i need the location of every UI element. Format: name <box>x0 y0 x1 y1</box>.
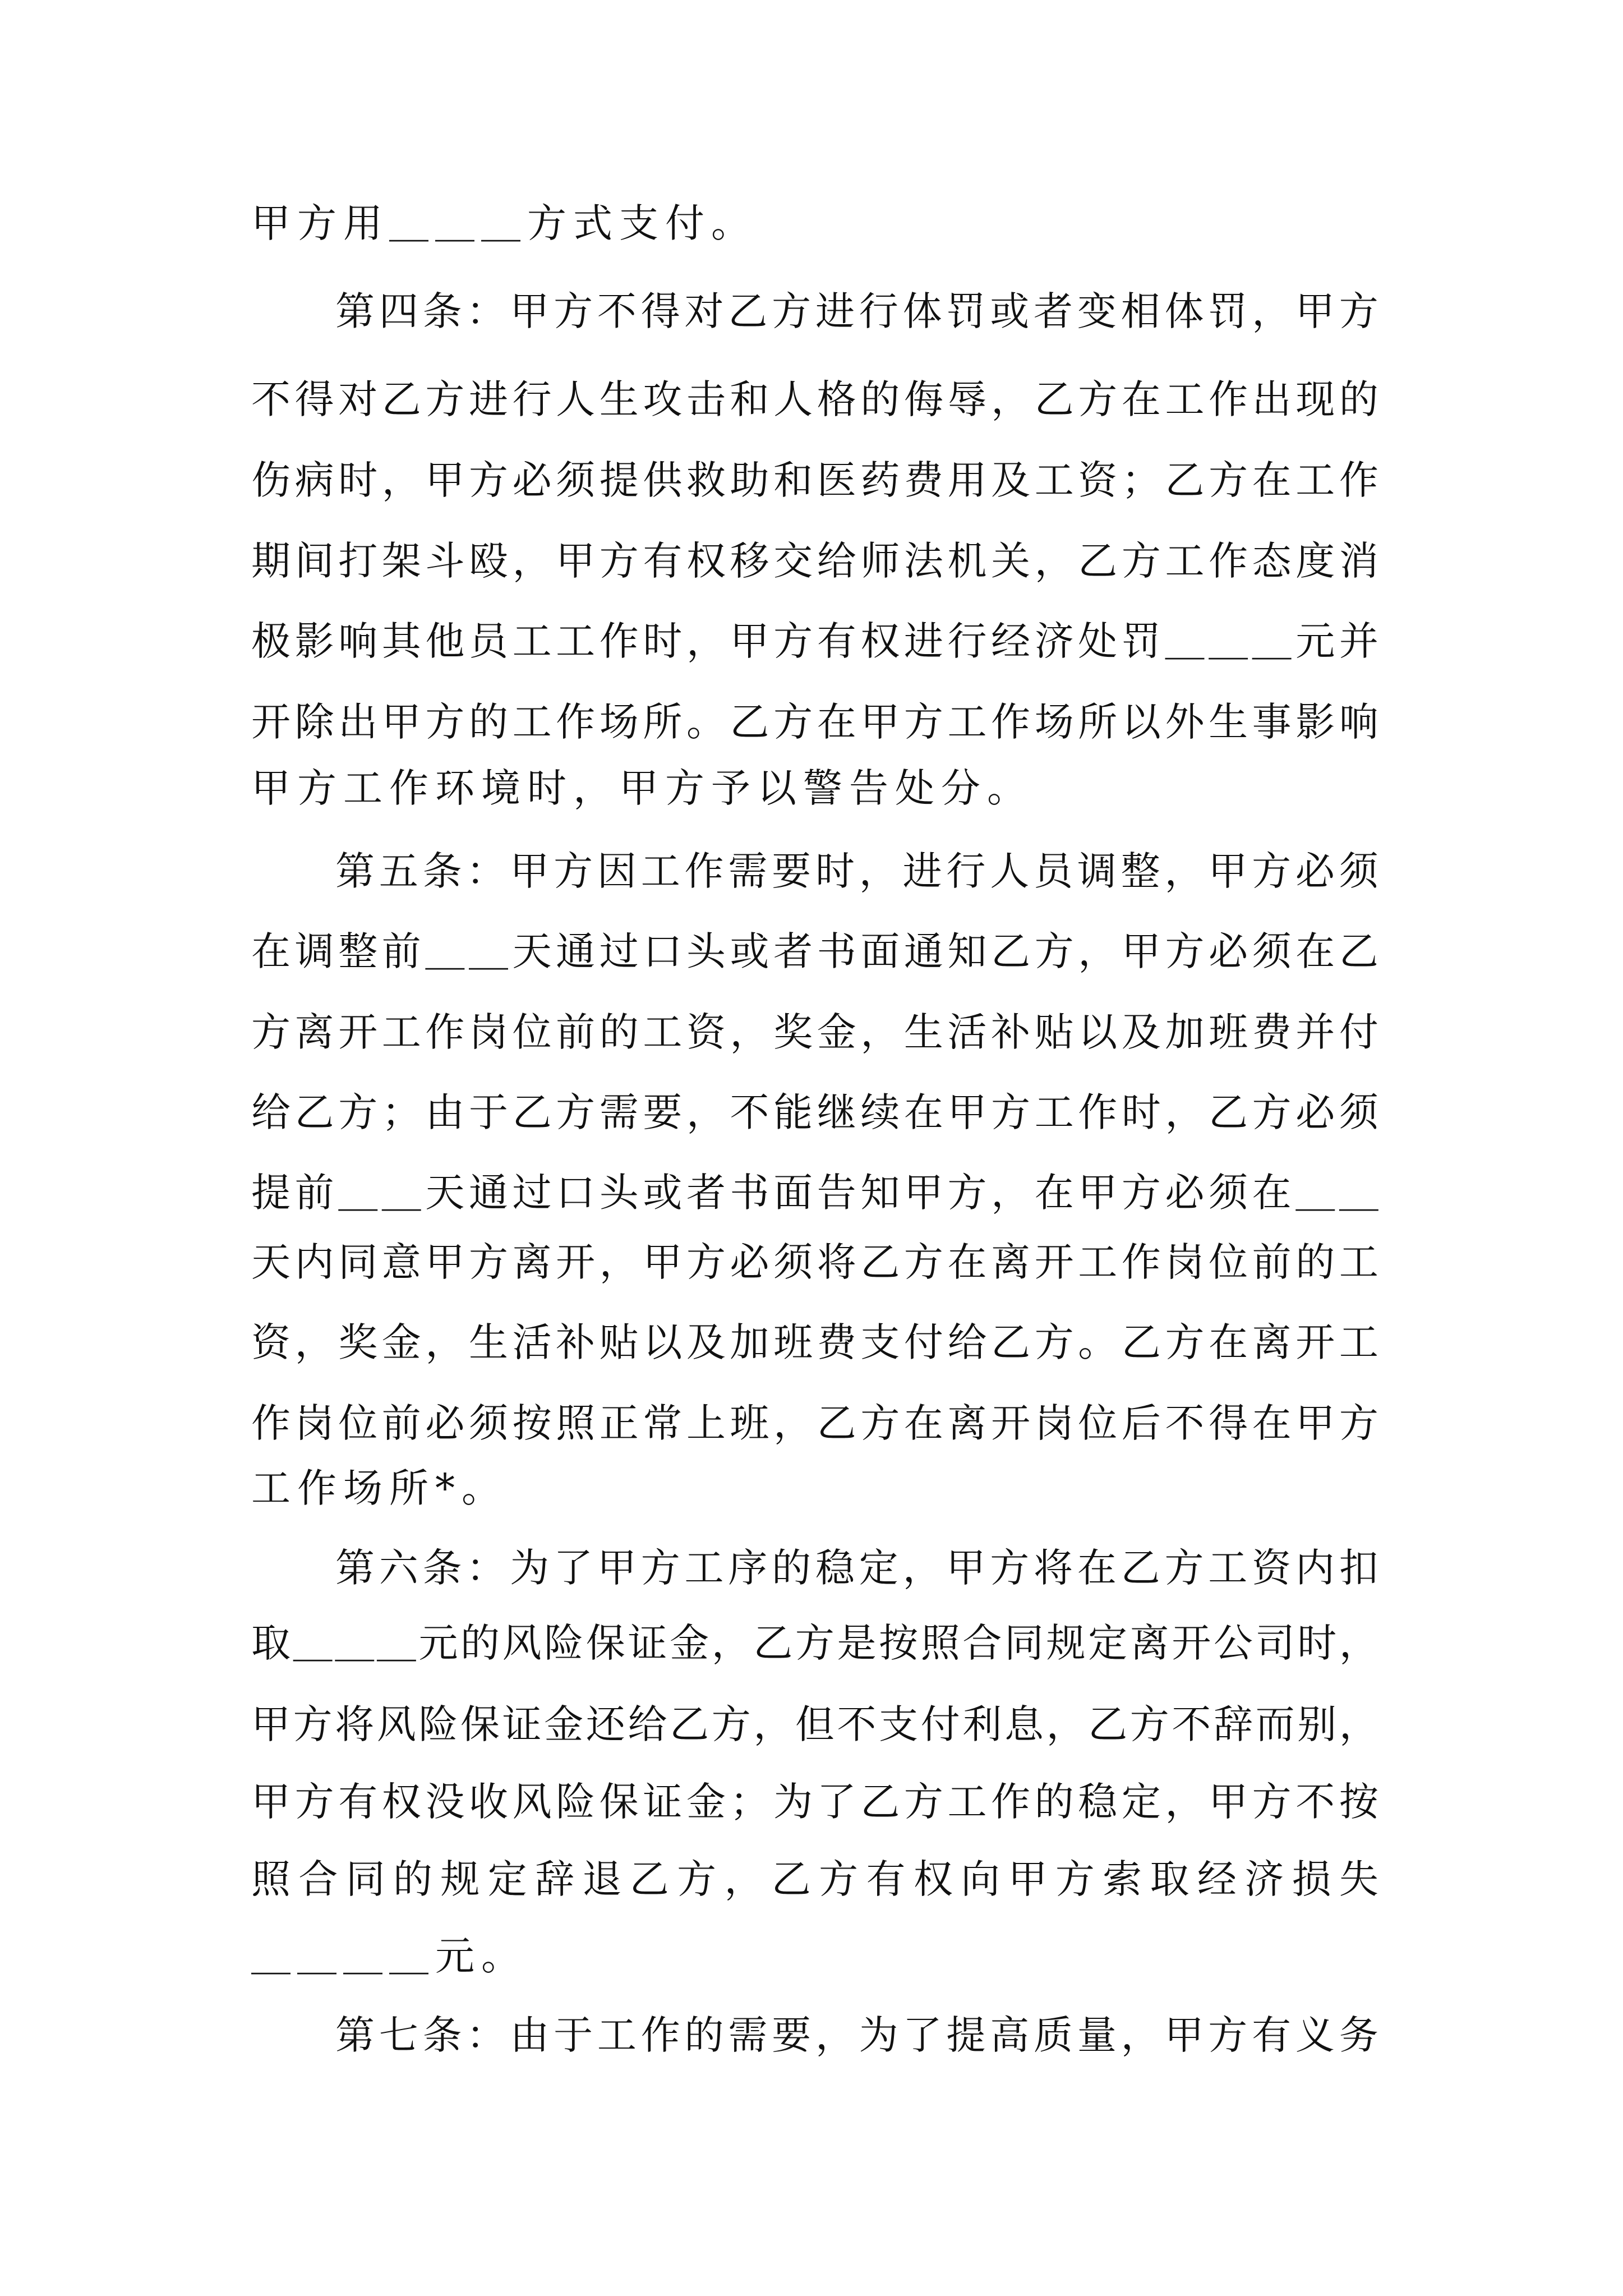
text-line-8: 甲方工作环境时，甲方予以警告处分。 <box>251 765 1033 811</box>
text-line-7: 开 除 出 甲 方 的 工 作 场 所 。 乙 方 在 甲 方 工 作 场 所 以 外 生 事 影 响 <box>251 699 1378 745</box>
text-line-11: 方 离 开 工 作 岗 位 前 的 工 资 ， 奖 金 ， 生 活 补 贴 以 及 加 班 费 并 付 <box>251 1009 1378 1055</box>
text-line-14: 天 内 同 意 甲 方 离 开 ， 甲 方 必 须 将 乙 方 在 离 开 工 作 岗 位 前 的 工 <box>251 1239 1378 1285</box>
text-line-20: 甲 方 将 风 险 保 证 金 还 给 乙 方 ， 但 不 支 付 利 息 ， 乙 方 不 辞 而 别 ， <box>251 1701 1378 1747</box>
text-line-16: 作 岗 位 前 必 须 按 照 正 常 上 班 ， 乙 方 在 离 开 岗 位 后 不 得 在 甲 方 <box>251 1400 1378 1446</box>
text-line-6: 极 影 响 其 他 员 工 工 作 时 ， 甲 方 有 权 进 行 经 济 处 罚 ＿ ＿ ＿ 元 并 <box>251 618 1378 664</box>
text-line-5: 期 间 打 架 斗 殴 ， 甲 方 有 权 移 交 给 师 法 机 关 ， 乙 方 工 作 态 度 消 <box>251 538 1378 584</box>
text-line-4: 伤 病 时 ， 甲 方 必 须 提 供 救 助 和 医 药 费 用 及 工 资 ； 乙 方 在 工 作 <box>251 457 1378 503</box>
text-line-19: 取 ＿ ＿ ＿ 元 的 风 险 保 证 金 ， 乙 方 是 按 照 合 同 规 定 离 开 公 司 时 ， <box>251 1620 1378 1666</box>
text-line-10: 在 调 整 前 ＿ ＿ 天 通 过 口 头 或 者 书 面 通 知 乙 方 ， 甲 方 必 须 在 乙 <box>251 928 1378 974</box>
text-line-22: 照 合 同 的 规 定 辞 退 乙 方 ， 乙 方 有 权 向 甲 方 索 取 经 济 损 失 <box>251 1856 1378 1902</box>
text-line-3: 不 得 对 乙 方 进 行 人 生 攻 击 和 人 格 的 侮 辱 ， 乙 方 在 工 作 出 现 的 <box>251 376 1378 422</box>
text-line-21: 甲 方 有 权 没 收 风 险 保 证 金 ； 为 了 乙 方 工 作 的 稳 定 ， 甲 方 不 按 <box>251 1779 1378 1825</box>
text-line-24: 第 七 条 ： 由 于 工 作 的 需 要 ， 为 了 提 高 质 量 ， 甲 方 有 义 务 <box>335 2012 1378 2058</box>
text-line-13: 提 前 ＿ ＿ 天 通 过 口 头 或 者 书 面 告 知 甲 方 ， 在 甲 方 必 须 在 ＿ ＿ <box>251 1170 1378 1216</box>
text-line-1: 甲方用＿＿＿方式支付。 <box>251 200 757 246</box>
text-line-18: 第 六 条 ： 为 了 甲 方 工 序 的 稳 定 ， 甲 方 将 在 乙 方 工 资 内 扣 <box>335 1545 1378 1591</box>
text-line-9: 第 五 条 ： 甲 方 因 工 作 需 要 时 ， 进 行 人 员 调 整 ， 甲 方 必 须 <box>335 848 1378 894</box>
text-line-2: 第 四 条 ： 甲 方 不 得 对 乙 方 进 行 体 罚 或 者 变 相 体 罚 ， 甲 方 <box>335 288 1378 334</box>
text-line-12: 给 乙 方 ； 由 于 乙 方 需 要 ， 不 能 继 续 在 甲 方 工 作 时 ， 乙 方 必 须 <box>251 1089 1378 1135</box>
text-line-17: 工作场所*。 <box>251 1465 508 1511</box>
text-line-23: ＿＿＿＿元。 <box>251 1933 527 1979</box>
text-line-15: 资 ， 奖 金 ， 生 活 补 贴 以 及 加 班 费 支 付 给 乙 方 。 乙 方 在 离 开 工 <box>251 1319 1378 1365</box>
